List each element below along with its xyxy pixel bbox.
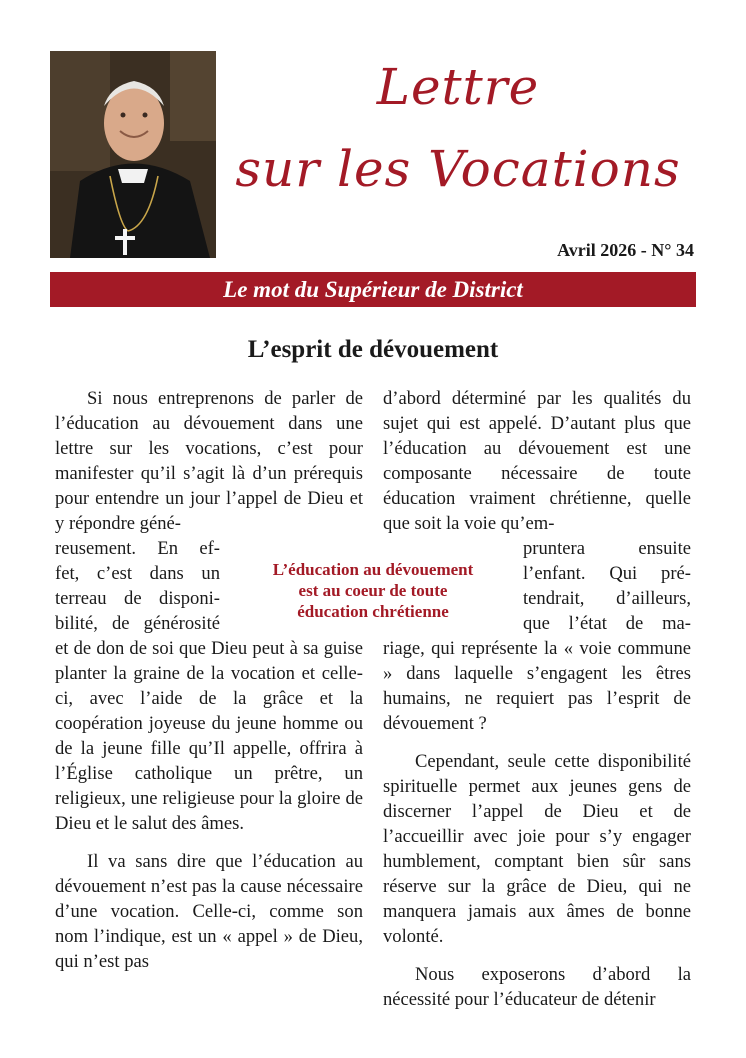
left-paragraph-top: Si nous entreprenons de parler de l’éducation au dévouement dans une lettre sur les vocations, c’est pour manifester qu’il s’agit là d’un prérequis pour entendre un jour l’appel de Dieu et y répondre géné- (55, 388, 363, 534)
pull-quote-line-2: est au coeur de toute (298, 581, 448, 600)
left-wrap-line-4: bilité, de générosité (55, 613, 220, 634)
portrait-photo (50, 51, 216, 258)
issue-number: Avril 2026 - N° 34 (557, 240, 694, 260)
left-column-lower (55, 636, 363, 974)
left-paragraph-rest: et de don de soi que Dieu peut à sa guise planter la graine de la vocation et celle-ci, avec l’aide de la grâce et la coopération joyeuse du jeune homme ou de la jeune fille qu’Il appelle, offrira à l’Église catholique un prêtre, un religieux, une religieuse pour la gloire de Dieu et le salut des âmes. (55, 638, 363, 834)
article-heading: L’esprit de dévouement (247, 336, 499, 363)
pull-quote-line-1: L’éducation au dévouement (272, 560, 474, 579)
banner-text: Le mot du Supérieur de District (223, 276, 523, 302)
left-wrap-line-1: reusement. En ef- (55, 538, 220, 559)
left-wrap-line-3: terreau de disponi- (55, 588, 220, 609)
pull-quote-line-3: éducation chrétienne (297, 602, 449, 621)
right-wrap-line-2: l’enfant. Qui pré- (523, 563, 691, 584)
right-wrap-line-4: que l’état de ma- (523, 613, 691, 634)
right-column (383, 386, 691, 536)
right-paragraph-2: Cependant, seule cette disponibilité spirituelle permet aux jeunes gens de discerner l’appel de Dieu et de l’accueillir avec joie pour s’y engager humblement, comptant bien sûr sans réserve sur la grâce de Dieu, qui ne manquera jamais aux âmes de bonne volonté. (383, 751, 691, 947)
pull-quote (228, 559, 518, 622)
right-column-lower (383, 636, 691, 1012)
right-paragraph-3: Nous exposerons d’abord la nécessité pour l’éducateur de détenir (383, 964, 691, 1010)
right-wrap-line-3: tendrait, d’ailleurs, (523, 588, 691, 609)
left-wrap-line-2: fet, c’est dans un (55, 563, 220, 584)
title-line-2: sur les Vocations (235, 140, 681, 198)
right-paragraph-rest: riage, qui représente la « voie commune » dans laquelle s’engagent les êtres humains, ne requiert pas l’esprit de dévouement ? (383, 638, 691, 734)
section-banner (50, 272, 696, 307)
right-wrap-block (523, 536, 691, 636)
left-paragraph-2: Il va sans dire que l’éducation au dévouement n’est pas la cause nécessaire d’une vocation. Celle-ci, comme son nom l’indique, est un « appel » de Dieu, qui n’est pas (55, 851, 363, 972)
right-wrap-line-1: pruntera ensuite (523, 538, 691, 559)
left-column (55, 386, 363, 536)
title-line-1: Lettre (376, 58, 540, 116)
left-wrap-block (55, 536, 220, 636)
right-paragraph-top: d’abord déterminé par les qualités du sujet qui est appelé. D’autant plus que l’éducation au dévouement est une composante nécessaire de toute éducation vraiment chrétienne, quelle que soit la voie qu’em- (383, 388, 691, 534)
portrait-illustration (50, 51, 216, 258)
